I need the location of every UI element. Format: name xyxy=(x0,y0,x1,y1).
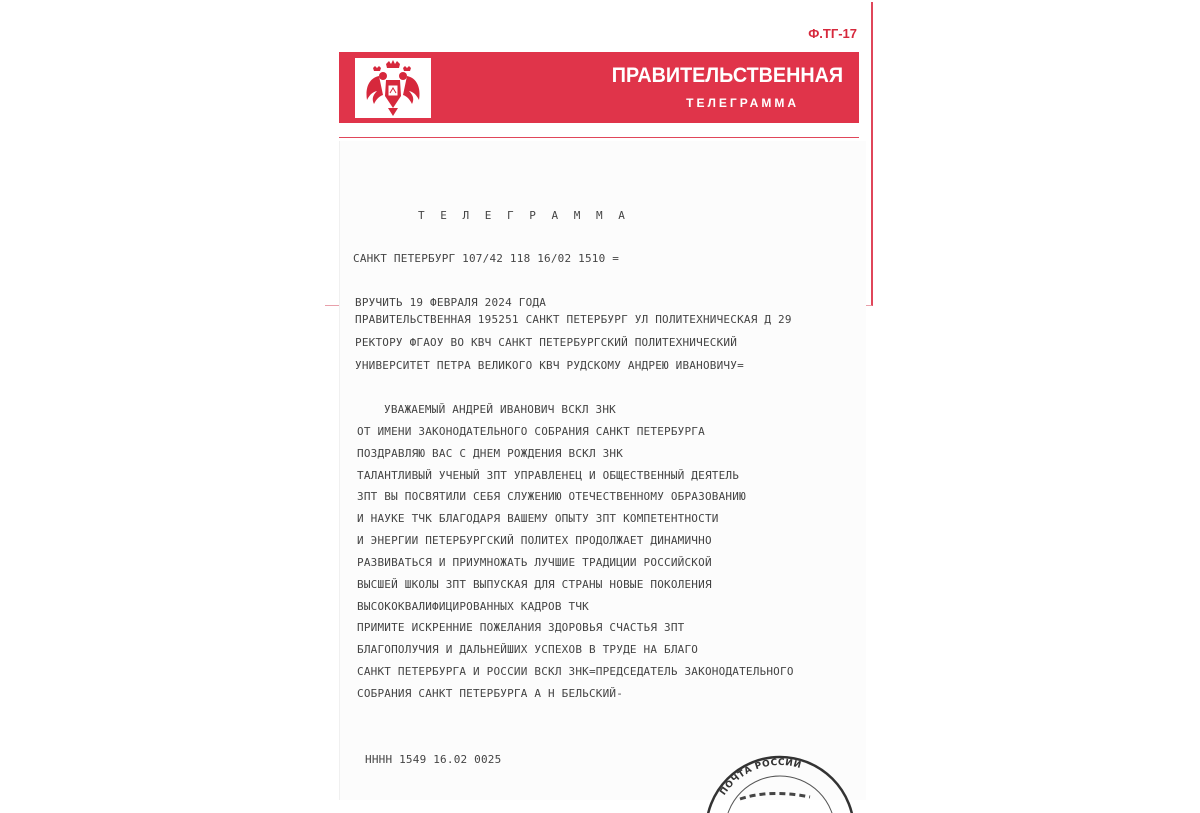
body-line: ПРИМИТЕ ИСКРЕННИЕ ПОЖЕЛАНИЯ ЗДОРОВЬЯ СЧАСТЬЯ ЗПТ xyxy=(357,621,685,634)
address-line: ПРАВИТЕЛЬСТВЕННАЯ 195251 САНКТ ПЕТЕРБУРГ УЛ ПОЛИТЕХНИЧЕСКАЯ Д 29 xyxy=(355,313,792,326)
telegram-header-line: САНКТ ПЕТЕРБУРГ 107/42 118 16/02 1510 = xyxy=(353,252,620,265)
body-line: ВЫСШЕЙ ШКОЛЫ ЗПТ ВЫПУСКАЯ ДЛЯ СТРАНЫ НОВЫЕ ПОКОЛЕНИЯ xyxy=(357,578,712,591)
telegram-paper xyxy=(340,141,866,800)
form-divider xyxy=(339,137,859,138)
address-line: РЕКТОРУ ФГАОУ ВО КВЧ САНКТ ПЕТЕРБУРГСКИЙ ПОЛИТЕХНИЧЕСКИЙ xyxy=(355,336,738,349)
form-title: ПРАВИТЕЛЬСТВЕННАЯ xyxy=(611,64,843,87)
body-line: ВЫСОКОКВАЛИФИЦИРОВАННЫХ КАДРОВ ТЧК xyxy=(357,600,589,613)
stamp-text: ПОЧТА РОССИИ xyxy=(718,757,803,798)
svg-text:ПОЧТА РОССИИ xyxy=(718,758,802,797)
emblem-frame xyxy=(355,58,431,118)
body-line: ТАЛАНТЛИВЫЙ УЧЕНЫЙ ЗПТ УПРАВЛЕНЕЦ И ОБЩЕСТВЕННЫЙ ДЕЯТЕЛЬ xyxy=(357,469,740,482)
body-line: И НАУКЕ ТЧК БЛАГОДАРЯ ВАШЕМУ ОПЫТУ ЗПТ КОМПЕТЕНТНОСТИ xyxy=(357,512,719,525)
body-line: УВАЖАЕМЫЙ АНДРЕЙ ИВАНОВИЧ ВСКЛ ЗНК xyxy=(384,403,616,416)
address-line: ВРУЧИТЬ 19 ФЕВРАЛЯ 2024 ГОДА xyxy=(355,296,547,309)
body-line: БЛАГОПОЛУЧИЯ И ДАЛЬНЕЙШИХ УСПЕХОВ В ТРУДЕ НА БЛАГО xyxy=(357,643,699,656)
body-line: СОБРАНИЯ САНКТ ПЕТЕРБУРГА А Н БЕЛЬСКИЙ- xyxy=(357,687,624,700)
telegram-footer-line: НННН 1549 16.02 0025 xyxy=(365,753,502,766)
government-banner xyxy=(339,52,859,123)
form-subtitle: ТЕЛЕГРАММА xyxy=(686,96,799,110)
body-line: ЗПТ ВЫ ПОСВЯТИЛИ СЕБЯ СЛУЖЕНИЮ ОТЕЧЕСТВЕННОМУ ОБРАЗОВАНИЮ xyxy=(357,490,746,503)
address-line: УНИВЕРСИТЕТ ПЕТРА ВЕЛИКОГО КВЧ РУДСКОМУ АНДРЕЮ ИВАНОВИЧУ= xyxy=(355,359,744,372)
body-line: РАЗВИВАТЬСЯ И ПРИУМНОЖАТЬ ЛУЧШИЕ ТРАДИЦИИ РОССИЙСКОЙ xyxy=(357,556,712,569)
body-line: САНКТ ПЕТЕРБУРГА И РОССИИ ВСКЛ ЗНК=ПРЕДСЕДАТЕЛЬ ЗАКОНОДАТЕЛЬНОГО xyxy=(357,665,794,678)
body-line: ОТ ИМЕНИ ЗАКОНОДАТЕЛЬНОГО СОБРАНИЯ САНКТ ПЕТЕРБУРГА xyxy=(357,425,705,438)
body-line: ПОЗДРАВЛЯЮ ВАС С ДНЕМ РОЖДЕНИЯ ВСКЛ ЗНК xyxy=(357,447,624,460)
telegram-heading: Т Е Л Е Г Р А М М А xyxy=(418,209,630,222)
form-code: Ф.ТГ-17 xyxy=(808,26,857,41)
body-line: И ЭНЕРГИИ ПЕТЕРБУРГСКИЙ ПОЛИТЕХ ПРОДОЛЖАЕТ ДИНАМИЧНО xyxy=(357,534,712,547)
postal-stamp-icon xyxy=(700,753,866,813)
russian-coat-of-arms-icon xyxy=(355,58,431,118)
